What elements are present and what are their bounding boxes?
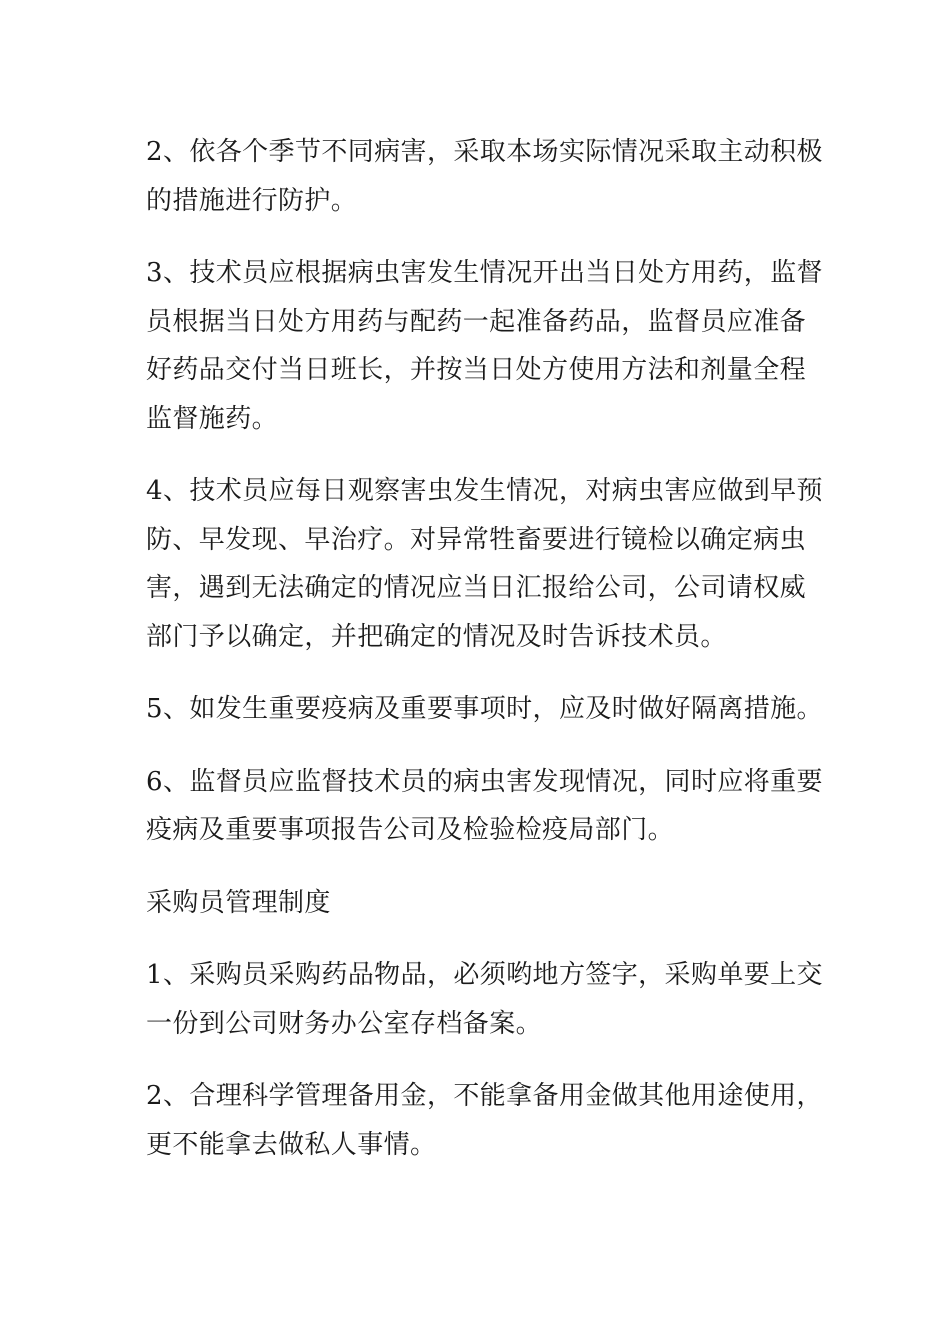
text-line: 4、技术员应每日观察害虫发生情况，对病虫害应做到早预 (146, 476, 823, 506)
text-line: 2、合理科学管理备用金，不能拿备用金做其他用途使用， (146, 1081, 823, 1111)
text-line: 一份到公司财务办公室存档备案。 (146, 1008, 543, 1039)
text-line: 的措施进行防护。 (146, 185, 358, 216)
text-line: 1、采购员采购药品物品，必须哟地方签字，采购单要上交 (146, 960, 823, 990)
text-line: 更不能拿去做私人事情。 (146, 1129, 437, 1160)
paragraph-item-2-protection (146, 128, 823, 225)
text-line: 5、如发生重要疫病及重要事项时，应及时做好隔离措施。 (146, 694, 823, 724)
text-line: 3、技术员应根据病虫害发生情况开出当日处方用药，监督 (146, 258, 823, 288)
section-heading-text: 采购员管理制度 (146, 887, 331, 918)
paragraph-item-4-observation (146, 467, 823, 661)
document-body (146, 128, 823, 1193)
text-line: 员根据当日处方用药与配药一起准备药品，监督员应准备 (146, 306, 807, 337)
text-line: 疫病及重要事项报告公司及检验检疫局部门。 (146, 815, 675, 845)
text-line: 2、依各个季节不同病害，采取本场实际情况采取主动积极 (146, 137, 823, 167)
text-line: 监督施药。 (146, 403, 279, 434)
text-line: 6、监督员应监督技术员的病虫害发现情况，同时应将重要 (146, 766, 823, 797)
text-line: 好药品交付当日班长，并按当日处方使用方法和剂量全程 (146, 355, 807, 385)
text-line: 防、早发现、早治疗。对异常牲畜要进行镜检以确定病虫 (146, 524, 807, 555)
paragraph-item-5-isolation (146, 685, 823, 734)
paragraph-item-6-reporting (146, 758, 823, 855)
text-line: 害，遇到无法确定的情况应当日汇报给公司，公司请权威 (146, 573, 807, 603)
paragraph-item-3-prescription (146, 249, 823, 443)
text-line: 部门予以确定，并把确定的情况及时告诉技术员。 (146, 621, 727, 652)
paragraph-purchase-item-2 (146, 1072, 823, 1169)
paragraph-purchase-item-1 (146, 951, 823, 1048)
section-heading-purchaser-rules (146, 879, 806, 928)
